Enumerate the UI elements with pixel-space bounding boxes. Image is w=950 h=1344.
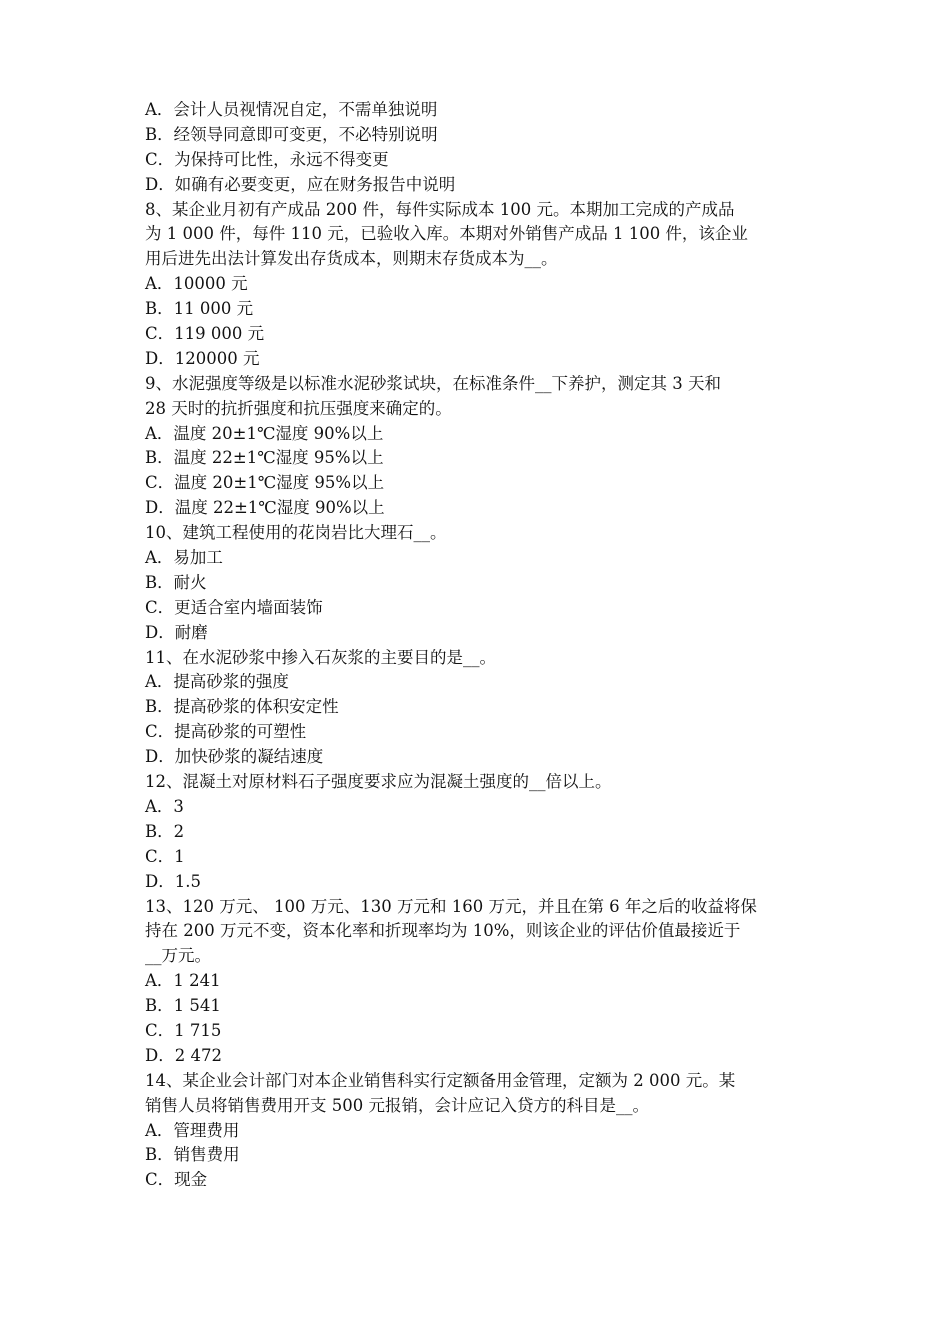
text-line: B．温度 22±1℃湿度 95%以上: [145, 448, 384, 468]
text-line: C．现金: [145, 1170, 208, 1190]
text-line: __万元。: [145, 946, 211, 966]
text-line: 11、在水泥砂浆中掺入石灰浆的主要目的是__。: [145, 647, 496, 667]
text-line: C．119 000 元: [145, 324, 265, 344]
text-line: D．120000 元: [145, 348, 260, 368]
text-line: C．1 715: [145, 1020, 222, 1040]
text-line: A．10000 元: [145, 274, 248, 294]
text-line: 9、水泥强度等级是以标准水泥砂浆试块，在标准条件__下养护，测定其 3 天和: [145, 373, 721, 393]
text-line: 13、120 万元、 100 万元、130 万元和 160 万元，并且在第 6 年之后的收益将保: [145, 896, 757, 916]
text-line: D．加快砂浆的凝结速度: [145, 747, 324, 767]
text-line: B．2: [145, 821, 185, 841]
text-line: B．销售费用: [145, 1145, 240, 1165]
text-line: C．为保持可比性，永远不得变更: [145, 149, 389, 169]
text-line: D．耐磨: [145, 622, 208, 642]
text-line: 14、某企业会计部门对本企业销售科实行定额备用金管理，定额为 2 000 元。某: [145, 1070, 736, 1090]
text-line: C．更适合室内墙面装饰: [145, 597, 323, 617]
text-line: A．提高砂浆的强度: [145, 672, 289, 692]
text-line: B．耐火: [145, 572, 207, 592]
text-line: A．易加工: [145, 548, 223, 568]
text-line: 8、某企业月初有产成品 200 件，每件实际成本 100 元。本期加工完成的产成品: [145, 199, 735, 219]
text-line: D．1.5: [145, 871, 201, 891]
text-line: B．1 541: [145, 996, 221, 1016]
document-page: [145, 98, 810, 1193]
text-line: A．1 241: [145, 971, 221, 991]
text-line: B．提高砂浆的体积安定性: [145, 697, 339, 717]
text-line: 28 天时的抗折强度和抗压强度来确定的。: [145, 398, 452, 418]
text-line: C．1: [145, 846, 185, 866]
text-line: 10、建筑工程使用的花岗岩比大理石__。: [145, 523, 447, 543]
text-line: 持在 200 万元不变，资本化率和折现率均为 10%，则该企业的评估价值最接近于: [145, 921, 741, 941]
text-line: A．温度 20±1℃湿度 90%以上: [145, 423, 384, 443]
text-line: A．会计人员视情况自定，不需单独说明: [145, 100, 438, 119]
text-line: 用后进先出法计算发出存货成本，则期末存货成本为__。: [145, 249, 558, 269]
text-line: A．管理费用: [145, 1120, 240, 1140]
text-line: D．2 472: [145, 1045, 222, 1065]
text-line: B．11 000 元: [145, 299, 254, 319]
text-line: D．如确有必要变更，应在财务报告中说明: [145, 174, 456, 194]
text-line: A．3: [145, 796, 184, 816]
text-line: B．经领导同意即可变更，不必特别说明: [145, 124, 438, 144]
text-line: 12、混凝土对原材料石子强度要求应为混凝土强度的__倍以上。: [145, 772, 612, 792]
text-line: C．提高砂浆的可塑性: [145, 722, 307, 742]
text-line: 为 1 000 件，每件 110 元，已验收入库。本期对外销售产成品 1 100 件，该企业: [145, 224, 748, 244]
text-line: D．温度 22±1℃湿度 90%以上: [145, 498, 385, 518]
text-line: C．温度 20±1℃湿度 95%以上: [145, 473, 385, 493]
text-line: 销售人员将销售费用开支 500 元报销，会计应记入贷方的科目是__。: [145, 1095, 649, 1115]
